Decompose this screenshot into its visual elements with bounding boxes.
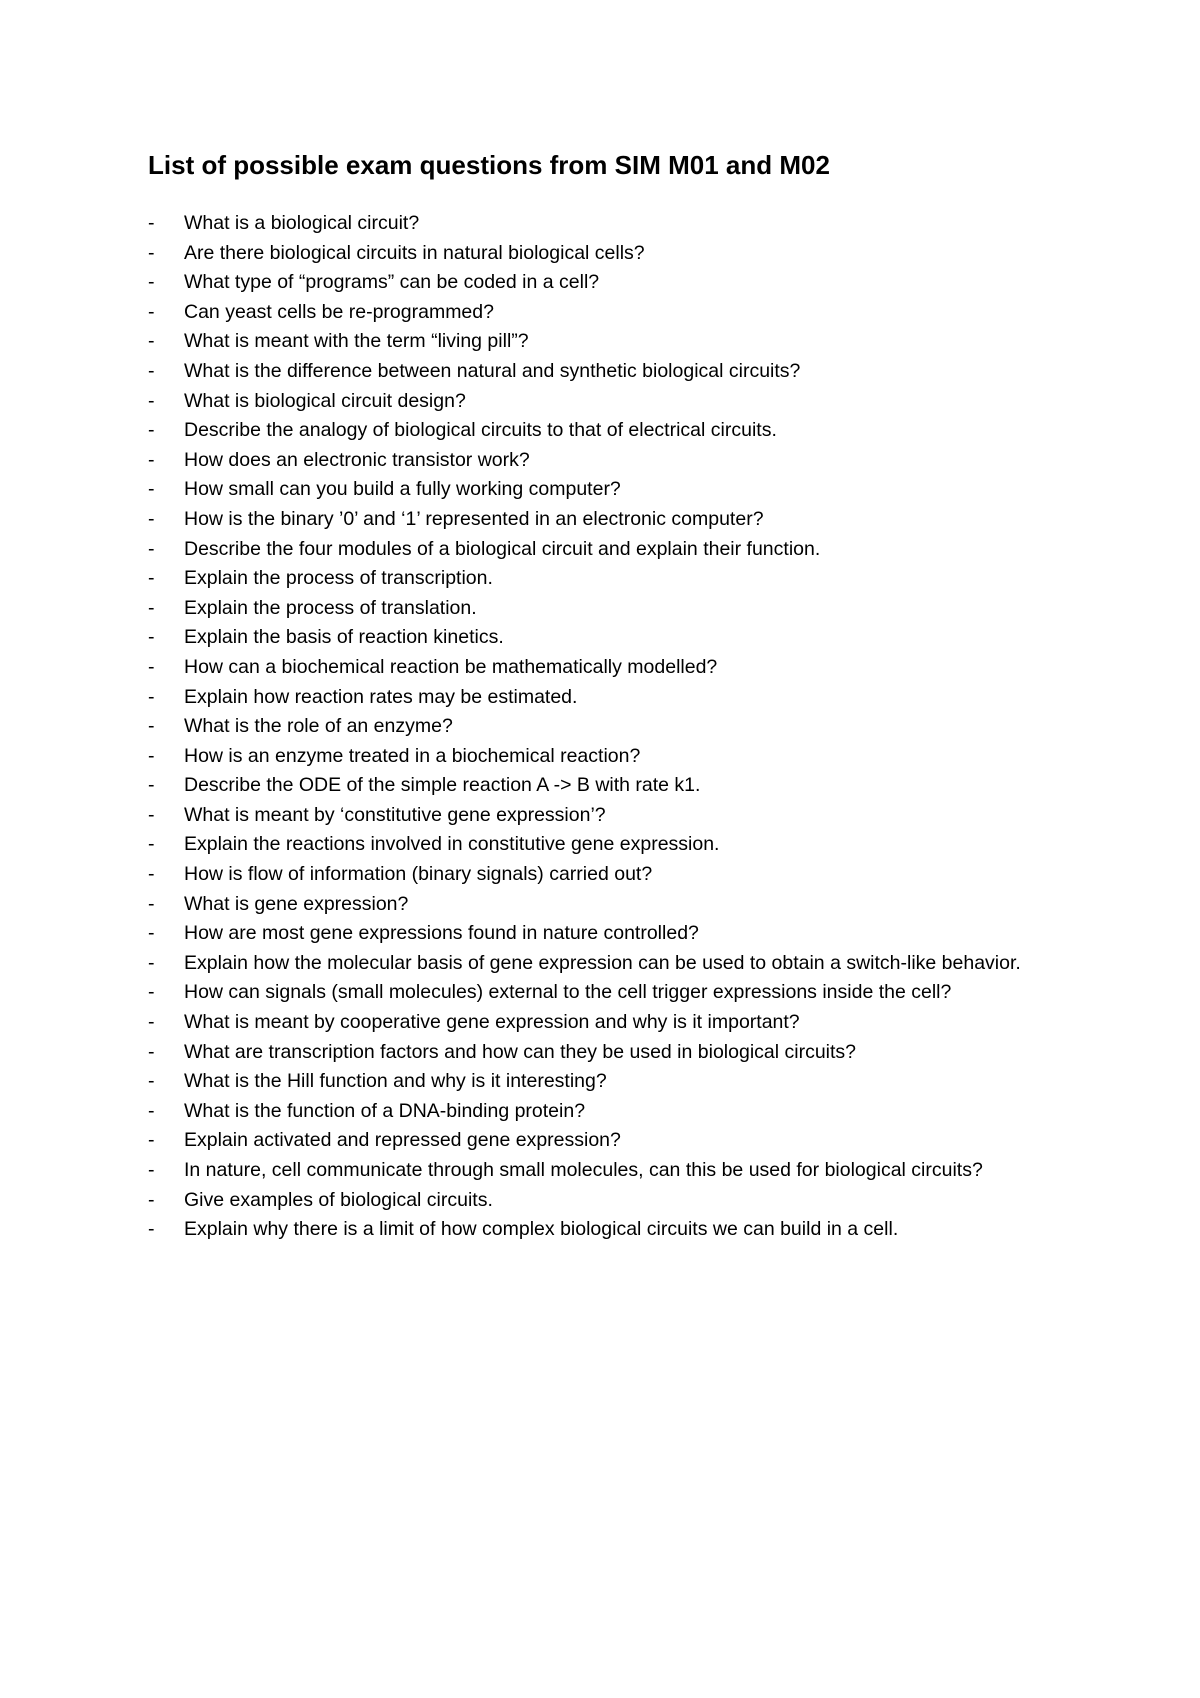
question-text: Describe the analogy of biological circuits to that of electrical circuits. (184, 419, 777, 442)
bullet-dash: - (148, 478, 155, 501)
bullet-dash: - (148, 1218, 155, 1241)
question-text: Describe the ODE of the simple reaction A -> B with rate k1. (184, 774, 701, 797)
question-text: Explain how the molecular basis of gene expression can be used to obtain a switch-like behavior. (184, 951, 1021, 974)
question-text: What is a biological circuit? (184, 212, 420, 234)
question-text: Explain how reaction rates may be estimated. (184, 685, 578, 708)
question-text: What is meant by cooperative gene expression and why is it important? (184, 1011, 800, 1034)
question-item (148, 1097, 1078, 1127)
question-item (148, 683, 1078, 713)
question-text: What type of “programs” can be coded in a cell? (184, 271, 600, 294)
question-text: What is gene expression? (184, 892, 409, 915)
question-item (148, 890, 1078, 920)
bullet-dash: - (148, 833, 155, 856)
question-text: How is flow of information (binary signals) carried out? (184, 863, 653, 886)
bullet-dash: - (148, 1129, 155, 1152)
question-item (148, 475, 1078, 505)
question-text: Can yeast cells be re-programmed? (184, 300, 494, 323)
bullet-dash: - (148, 419, 155, 442)
question-item (148, 1186, 1078, 1216)
question-item (148, 268, 1078, 298)
bullet-dash: - (148, 951, 155, 974)
question-item (148, 801, 1078, 831)
question-text: How are most gene expressions found in nature controlled? (184, 922, 699, 945)
bullet-dash: - (148, 1099, 155, 1122)
question-text: What is meant by ‘constitutive gene expression’? (184, 803, 606, 826)
bullet-dash: - (148, 1011, 155, 1034)
bullet-dash: - (148, 596, 155, 619)
question-text: How can a biochemical reaction be mathematically modelled? (184, 655, 718, 678)
question-text: Explain why there is a limit of how complex biological circuits we can build in a cell. (184, 1218, 899, 1241)
question-item (148, 1038, 1078, 1068)
bullet-dash: - (148, 212, 155, 234)
question-item (148, 860, 1078, 890)
bullet-dash: - (148, 359, 155, 382)
bullet-dash: - (148, 863, 155, 886)
bullet-dash: - (148, 715, 155, 738)
question-item (148, 1126, 1078, 1156)
question-text: What is the difference between natural and synthetic biological circuits? (184, 359, 801, 382)
question-item (148, 535, 1078, 565)
question-text: How can signals (small molecules) external to the cell trigger expressions inside the cell? (184, 981, 952, 1004)
question-text: What are transcription factors and how can they be used in biological circuits? (184, 1040, 857, 1063)
question-text: Explain the process of transcription. (184, 567, 493, 590)
question-item (148, 623, 1078, 653)
bullet-dash: - (148, 567, 155, 590)
question-item (148, 387, 1078, 417)
bullet-dash: - (148, 448, 155, 471)
question-item (148, 239, 1078, 269)
bullet-dash: - (148, 241, 155, 264)
question-text: What is the Hill function and why is it interesting? (184, 1070, 607, 1093)
bullet-dash: - (148, 744, 155, 767)
question-item (148, 1067, 1078, 1097)
question-text: Explain the process of translation. (184, 596, 477, 619)
bullet-dash: - (148, 507, 155, 530)
question-item (148, 298, 1078, 328)
bullet-dash: - (148, 981, 155, 1004)
question-item (148, 742, 1078, 772)
bullet-dash: - (148, 1159, 155, 1181)
question-text: How small can you build a fully working computer? (184, 478, 621, 501)
question-item (148, 446, 1078, 476)
question-item (148, 978, 1078, 1008)
question-item (148, 564, 1078, 594)
question-text: What is biological circuit design? (184, 389, 466, 412)
question-item (148, 209, 1078, 239)
question-text: Explain the basis of reaction kinetics. (184, 626, 504, 649)
question-item (148, 357, 1078, 387)
question-item (148, 919, 1078, 949)
bullet-dash: - (148, 1070, 155, 1093)
bullet-dash: - (148, 271, 155, 294)
bullet-dash: - (148, 922, 155, 945)
question-item (148, 1156, 1078, 1186)
bullet-dash: - (148, 537, 155, 560)
question-text: What is the function of a DNA-binding protein? (184, 1099, 586, 1122)
question-list (148, 209, 1078, 1245)
bullet-dash: - (148, 803, 155, 826)
bullet-dash: - (148, 655, 155, 678)
question-text: How is the binary ’0’ and ‘1’ represented in an electronic computer? (184, 507, 764, 530)
question-text: Explain the reactions involved in constitutive gene expression. (184, 833, 720, 856)
bullet-dash: - (148, 389, 155, 412)
question-item (148, 830, 1078, 860)
question-text: In nature, cell communicate through small molecules, can this be used for biological circuits? (184, 1159, 983, 1181)
bullet-dash: - (148, 300, 155, 323)
question-text: How is an enzyme treated in a biochemical reaction? (184, 744, 641, 767)
question-text: How does an electronic transistor work? (184, 448, 530, 471)
question-text: Describe the four modules of a biological circuit and explain their function. (184, 537, 821, 560)
question-text: Explain activated and repressed gene expression? (184, 1129, 621, 1152)
document-title: List of possible exam questions from SIM M01 and M02 (148, 150, 830, 180)
bullet-dash: - (148, 892, 155, 915)
bullet-dash: - (148, 774, 155, 797)
question-item (148, 416, 1078, 446)
question-item (148, 653, 1078, 683)
bullet-dash: - (148, 1188, 155, 1211)
question-item (148, 505, 1078, 535)
question-item (148, 712, 1078, 742)
question-item (148, 327, 1078, 357)
question-item (148, 1215, 1078, 1245)
question-text: Are there biological circuits in natural biological cells? (184, 241, 645, 264)
bullet-dash: - (148, 626, 155, 649)
question-text: Give examples of biological circuits. (184, 1188, 493, 1211)
bullet-dash: - (148, 1040, 155, 1063)
question-item (148, 1008, 1078, 1038)
question-item (148, 949, 1078, 979)
question-item (148, 594, 1078, 624)
question-text: What is the role of an enzyme? (184, 715, 453, 738)
question-item (148, 771, 1078, 801)
bullet-dash: - (148, 330, 155, 353)
bullet-dash: - (148, 685, 155, 708)
question-text: What is meant with the term “living pill”? (184, 330, 529, 353)
